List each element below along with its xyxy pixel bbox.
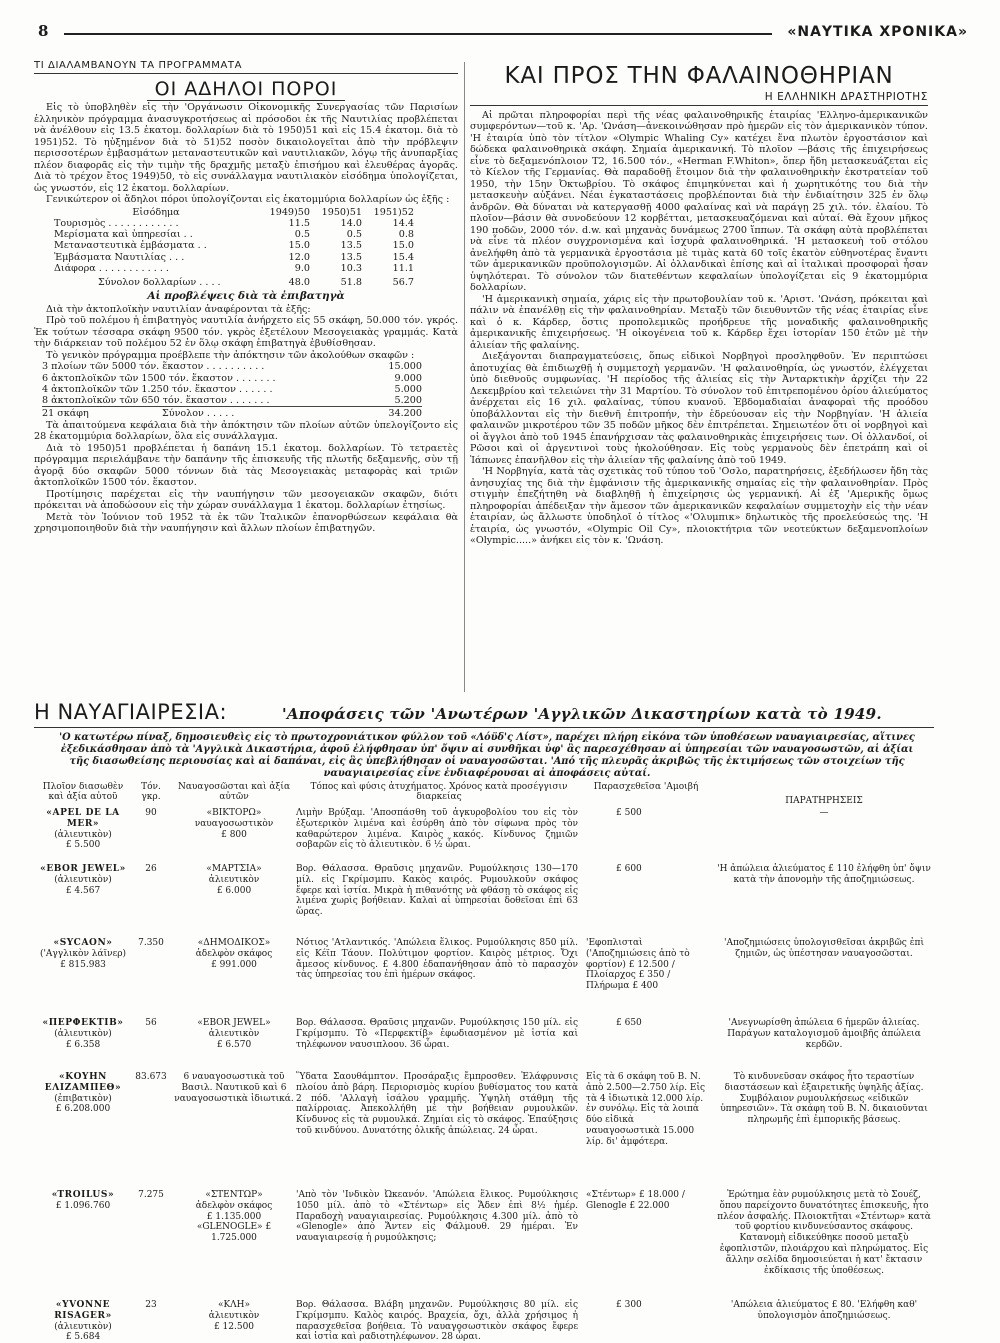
fleet-value: 5.000 [394, 383, 422, 395]
page-number: 8 [38, 22, 49, 40]
income-value: 11.5 [288, 217, 310, 229]
award-cell: £ 500 [616, 808, 642, 818]
article-paragraph: 'Η ἀμερικανικὴ σημαία, χάρις εἰς τὴν πρωτοβουλίαν τοῦ κ. 'Αριστ. 'Ωνάση, πρόκειται καὶ πάλιν νὰ ἐπανέλθῃ εἰς τὴν φαλαινοθηρίαν. Μεταξὺ τῶν διευθυντῶν τῆς νέας ἑταιρίας εἶνε καὶ ὁ κ. Κάρδερ, ὅστις προπολεμικῶς προήδρευε τῆς μοναδικῆς φαλαινοθηρικῆς ἀμερικανικῆς ἐπιχειρήσεως. 'Η οἰκογένεια τοῦ κ. Κάρδερ ἔχει ἱστορίαν 150 ἐτῶν μὲ τὴν ἁλιείαν τῆς φαλαίνης. [470, 293, 928, 351]
fleet-row [42, 384, 422, 395]
vessel-cell [34, 864, 132, 896]
place-cell: Λιμὴν Βρύξαμ. 'Αποσπάσθη τοῦ ἀγκυροβολίου του εἰς τὸν ἐξωτερικὸν λιμένα καὶ ἐσύρθη ἀπὸ τὸν σίφωνα πρὸς τὸν καθαρώτερον λιμένα. Καιρὸς κακός. Κίνδυνος ζημιῶν σοβαρῶν εἰς τὸ ἁλιευτικὸν. 6 ½ ὧραι. [296, 808, 578, 851]
article-paragraph: Τὸ γενικὸν πρόγραμμα προέβλεπε τὴν ἀπόκτησιν τῶν ἀκολούθων σκαφῶν : [46, 349, 415, 361]
article-paragraph: Πρὸ τοῦ πολέμου ἡ ἐπιβατηγὸς ναυτιλία ἀνήρχετο εἰς 55 σκάφη, 50.000 τόν. γκρός. Ἐκ τούτων τέσσαρα σκάφη 9500 τόν. γκρὸς ἐξετέλουν Μεσογειακὰς γραμμάς. Κατὰ τὴν διάρκειαν τοῦ πολέμου 52 ἐν ὅλῳ σκάφη ἐπιβατηγὰ ἐβυθίσθησαν. [34, 315, 458, 350]
income-value: 15.0 [288, 240, 310, 252]
award-cell: 'Εφοπλισταὶ ('Αποζημιώσεις ἀπὸ τὸ φορτίον) £ 12.500 / Πλοίαρχος £ 350 / Πλήρωμα £ 400 [586, 938, 690, 992]
salvor-value: £ 12.500 [213, 1321, 255, 1332]
article-paragraph: Διὰ τὸ 1950)51 προβλέπεται ἡ δαπάνη 15.1 ἑκατομ. δολλαρίων. Τὸ τετραετὲς πρόγραμμα περιελάμβανε τὴν δαπάνην τῆς ἐπισκευῆς τῆς πλωτῆς δεξαμενῆς, σὺν τῇ ἀγορᾷ δύο σκαφῶν 5000 τόννων διὰ τὰς Μεσογειακὰς μεταφορὰς καὶ τριῶν ἀκτοπλοϊκῶν 1500 τόν. ἕκαστον. [34, 442, 458, 489]
header-rule [64, 33, 772, 35]
article-headline: ΚΑΙ ΠΡΟΣ ΤΗΝ ΦΑΛΑΙΝΟΘΗΡΙΑΝ [504, 63, 894, 89]
salvor-cell [174, 1072, 294, 1104]
fleet-value: 15.000 [388, 361, 422, 373]
vessel-type: (ἁλιευτικὸν) [54, 829, 112, 840]
salvor-cell [174, 808, 294, 840]
income-total-label: Σύνολον δολλαρίων . . . . [98, 277, 221, 289]
vessel-cell [34, 1300, 132, 1343]
salvor-cell [174, 864, 294, 896]
vessel-name: «SYCAON» [53, 938, 113, 948]
vessel-type: ('Αγγλικὸν λάϊνερ) [39, 948, 127, 959]
place-cell: Ὕδατα Σαουθάμπτον. Προσάραξις ἔμπροσθεν. Ἐλάφρυνσις πλοίου ἀπὸ βάρη. Περιορισμὸς κυρίου βυθίσματος του κατὰ 2 πόδ. 'Αλλαγὴ ἰσάλου γραμμῆς. Ὑψηλὴ στάθμη τῆς παλίρροιας. Ἀπεκολλήθη μὲ τὴν βοήθειαν ρυμουλκῶν. Κίνδυνος εἰς τὰ ρυμουλκά. Ζημίαι εἰς τὸ σκάφος. Ἐπαύξησις τοῦ κινδύνου. Δυνατότης ὁλικῆς ἀπώλειας. 24 ὧραι. [296, 1072, 578, 1136]
header-tons: Τόν. γκρ. [141, 782, 161, 803]
vessel-value: £ 6.208.000 [55, 1104, 111, 1115]
tons-cell: 26 [145, 864, 157, 874]
salvor-cell [174, 938, 294, 970]
vessel-value: £ 4.567 [65, 885, 101, 896]
salvor-type: ἀδελφὸν σκάφος [195, 948, 273, 959]
award-cell: «Στέντωρ» £ 18.000 / Glenogle £ 22.000 [586, 1190, 685, 1211]
notes-cell: 'Αποζημιώσεις ὑπολογισθεῖσαι ἀκριβῶς ἐπὶ ζημιῶν, ὡς ὑπέστησαν ναυαγοσῶσται. [724, 938, 924, 959]
income-header-label: Εἰσόδημα [132, 206, 180, 218]
salvor-value: £ 991.000 [211, 959, 257, 970]
salvor-name: «ΔΗΜΟΔΙΚΟΣ» [197, 938, 271, 948]
income-value: 13.5 [340, 251, 362, 263]
income-value: 11.1 [392, 263, 414, 275]
salvage-intro: 'Ο κατωτέρω πίναξ, δημοσιευθεὶς εἰς τὸ πρωτοχρονιάτικον φύλλον τοῦ «Λόϋδ'ς Λίστ», παρέχει πλήρη εἰκόνα τῶν ὑποθέσεων ναυαγιαιρεσίας, αἵτινες ἐξεδικάσθησαν ἀπὸ τὰ 'Αγγλικὰ Δικαστήρια, ἀφοῦ ἐλήφθησαν ὑπ' ὄψιν αἱ συνθῆκαι ὑφ' ἃς παρεσχέθησαν αἱ ὑπηρεσίαι τῶν ναυαγοσωστῶν, αἱ ἀξίαι τῆς διασωθείσης περιουσίας καὶ αἱ δαπάναι, εἰς ἃς ὑπεβλήθησαν οἱ ναυαγοσῶσται. 'Από τῆς πλευρᾶς ἀκριβῶς τῆς ἐκτιμήσεως τῶν στοιχείων τῆς ναυαγιαιρεσίας εἶνε ἐνδιαφέρουσαι αἱ ἀποφάσεις αὐταί. [59, 732, 915, 779]
vessel-value: £ 5.684 [65, 1332, 101, 1343]
vessel-value: £ 815.983 [60, 959, 106, 970]
article-headline [34, 78, 458, 100]
salvor-name: «ΜΑΡΤΣΙΑ» [206, 864, 262, 874]
article-paragraph: Εἰς τὸ ὑποβληθὲν εἰς τὴν 'Οργάνωσιν Οἰκονομικῆς Συνεργασίας τῶν Παρισίων ἑλληνικὸν πρόγραμμα ἀνασυγκροτήσεως αἱ πρόσοδοι ἐκ τῆς Ναυτιλίας προβλέπεται νὰ ἀνέλθουν εἰς 13.5 ἑκατομ. δολλαρίων διὰ τὸ 1950)51 καὶ εἰς 15.4 ἑκατομ. διὰ τὸ 1951)52. Τὸ ηὐξημένον διὰ τὸ 51)52 ποσὸν δικαιολογεῖται ἀπὸ τὴν πρόβλεψιν περισσοτέρων ἐμβασμάτων μεταναστευτικῶν καὶ ναυτιλιακῶν, λόγῳ τῆς ἀνυπαρξίας πλέον διαφορᾶς εἰς τὴν τιμὴν τῆς δραχμῆς μεταξὺ ἐπισήμου καὶ ἐλευθέρας ἀγορᾶς. Διὰ τὸ τρέχον ἔτος 1949)50, τὸ εἰς συνάλλαγμα ναυτιλιακὸν εἰσόδημα ὑπολογίζεται, ὡς γνωστόν, εἰς 12 ἑκατομ. δολλαρίων. [34, 102, 458, 194]
salvage-title: Η ΝΑΥΑΓΙΑΙΡΕΣΙΑ: [34, 700, 228, 724]
header-vessel: Πλοῖον διασωθὲν καὶ ἀξία αὐτοῦ [42, 782, 124, 803]
article-paragraph: Μετὰ τὸν Ἰούνιον τοῦ 1952 τὰ ἐκ τῶν Ἰταλικῶν ἐπανορθώσεων κεφάλαια θὰ χρησιμοποιηθοῦν διὰ τὴν ναυπήγησιν καὶ ἄλλων πλοίων ἐπιβατηγῶν. [34, 511, 458, 535]
vessel-name: «ΚΟΥΗΝ ΕΛΙΖΑΜΠΕΘ» [44, 1072, 122, 1093]
place-cell: Βορ. Θάλασσα. Θραῦσις μηχανῶν. Ρυμούλκησις 150 μίλ. εἰς Γκρίμσμπυ. Τὸ «Περφεκτίβ» ἐφωδιασμένον μὲ ἱστία καὶ τηλέφωνον ναυσιπλοου. 36 ὧραι. [296, 1018, 578, 1050]
tons-cell: 23 [145, 1300, 157, 1310]
vessel-type: (ἐπιβατικὸν) [54, 1093, 112, 1104]
income-year: 1951)52 [373, 206, 414, 218]
header-place: Τόπος καὶ φύσις ἀτυχήματος. Χρόνος κατὰ προσέγγισιν διαρκείας [310, 782, 568, 803]
salvage-subtitle: 'Αποφάσεις τῶν 'Ανωτέρων 'Αγγλικῶν Δικαστηρίων κατὰ τὸ 1949. [282, 705, 882, 723]
header-salvor: Ναυαγοσῶσται καὶ ἀξία αὐτῶν [177, 782, 291, 803]
tons-cell: 83.673 [135, 1072, 167, 1082]
fleet-value: 5.200 [394, 395, 422, 407]
vessel-type: (ἁλιευτικὸν) [54, 874, 112, 885]
tons-cell: 56 [145, 1018, 157, 1028]
notes-cell: 'Απώλεια ἁλιεύματος £ 80. 'Ελήφθη καθ' ὑπολογισμὸν ἀποζημιώσεως. [730, 1300, 918, 1321]
salvor-cell [174, 1190, 294, 1244]
notes-cell: Τὸ κινδυνεῦσαν σκάφος ἦτο τεραστίων διαστάσεων καὶ ἐξαιρετικῆς ὑψηλῆς ἀξίας. Συμβόλαιον ρυμουλκήσεως «εἰδικῶν ὑπηρεσιῶν». Τὰ σκάφη τοῦ Β. Ν. δικαιοῦνται πληρωμῆς ἐπὶ ἐμπορικῆς βάσεως. [720, 1072, 928, 1126]
fleet-sum-label [42, 407, 352, 420]
notes-cell: 'Η ἀπώλεια ἁλιεύματος £ 110 ἐλήφθη ὑπ' ὄψιν κατὰ τὴν ἀπονομὴν τῆς ἀποζημιώσεως. [717, 864, 931, 885]
vessel-type: (ἁλιευτικὸν) [54, 1321, 112, 1332]
notes-cell: Ἐρώτημα ἐὰν ρυμούλκησις μετὰ τὸ Σουέζ, ὅπου παρείχοντο δυνατότητες ἐπισκευῆς, ἦτο πλέον ἀσφαλής. Πλοιοκτῆται «Στέντωρ» κατὰ τοῦ φορτίου κινδυνεύσαντος σκάφους. Κατανομὴ εἰδικεύθηκε ποσοῦ μεταξὺ ἐφοπλιστῶν, πλοιάρχου καὶ πληρώματος. Εἰς ἄλλην σελίδα δημοσιεύεται ἡ κατ' ἔκτασιν ἐκδίκασις τῆς ὑποθέσεως. [717, 1190, 931, 1276]
salvor-value: £ 6.570 [216, 1039, 252, 1050]
column-divider [464, 62, 465, 692]
vessel-value: £ 5.500 [65, 840, 101, 851]
salvor-name: «ΚΛΗ» [217, 1300, 251, 1310]
article-paragraph: Γενικώτερον οἱ ἄδηλοι πόροι ὑπολογίζονται εἰς ἑκατομμύρια δολλαρίων ὡς ἑξῆς : [46, 194, 450, 205]
award-cell: £ 300 [616, 1300, 642, 1310]
salvor-type: ἁλιευτικὸν [208, 1028, 260, 1039]
income-row-label: Μεταναστευτικὰ ἐμβάσματα . . [54, 240, 207, 252]
income-row [54, 229, 414, 240]
income-row-label: Τουρισμὸς . . . . . . . . . . . . [54, 217, 179, 229]
article-whaling [470, 60, 928, 700]
income-total: 48.0 [288, 277, 310, 289]
vessel-name: «YVONNE RISAGER» [54, 1300, 112, 1321]
income-row [54, 240, 414, 251]
publication-title: «ΝΑΥΤΙΚΑ ΧΡΟΝΙΚΑ» [787, 24, 968, 40]
salvor-type: ναυαγοσωστικὸν [194, 818, 274, 829]
tons-cell: 90 [145, 808, 157, 818]
fleet-value: 9.000 [394, 372, 422, 384]
headline-text: ΟΙ ΑΔΗΛΟΙ ΠΟΡΟΙ [147, 78, 346, 101]
income-value: 15.0 [392, 240, 414, 252]
article-paragraph: Αἱ πρῶται πληροφορίαι περὶ τῆς νέας φαλαινοθηρικῆς ἑταιρίας 'Ελληνο-ἀμερικανικῶν συμφερόντων—τοῦ κ. 'Αρ. 'Ωνάση—ἀνεκοινώθησαν πρὸ ἡμερῶν εἰς τὸν ἀμερικανικὸν τύπον. 'Η ἑταιρία ὑπὸ τὸν τίτλον «Olympic Whaling Cy» κατέχει ἕνα πλωτὸν ἐργοστάσιον καὶ δώδεκα φαλαινοθηρικὰ σκάφη. Σημαία ἀμερικανική. Τὸ πλοῖον —βάσις τῆς ἐπιχειρήσεως εἶνε τὸ δεξαμενόπλοιον Τ2, 16.500 τόν., «Herman F.Whiton», ὅπερ ἤδη μετασκευάζεται εἰς τὸ Κίελον τῆς Γερμανίας. Θὰ παραδοθῇ ἕτοιμον διὰ τὴν φαλαινοθηρικὴν ἐκστρατείαν τοῦ 1950, τὴν 15ην Ὀκτωβρίου. Τὸ σκάφος ἐπιμηκύνεται καὶ ἡ χωρητικότης του διὰ τὴν μετασκευὴν αὐξάνει. Νέαι ἐγκαταστάσεις προβλέπονται διὰ τὴν ἐνδιαίτησιν 325 ἐν ὅλῳ ἀνδρῶν. Θὰ δύναται νὰ κατεργασθῇ 4000 φαλαίνας καὶ νὰ παράγῃ 25 χιλ. τόν. ἐλαίου. Τὸ πλοῖον—βάσιν θὰ συνοδεύουν 12 κορβέτται, μετασκευαζόμεναι καὶ αὐταί. Θὰ ἔχουν μῆκος 190 ποδῶν, 2000 τόν. d.w. καὶ μηχανὰς δυνάμεως 2700 ἵππων. Τὰ σκάφη αὐτὰ προβλέπεται νὰ εἶνε τὰ πλέον συγχρονισμένα καὶ ἰσχυρὰ φαλαινοθηρικά. 'Η μετασκευὴ τοῦ στόλου ἀνελήφθη ἀπὸ τὰ γερμανικὰ ἐργοστάσια μὲ τιμὰς κατὰ 60 τοῖς ἑκατὸν εὐθηνοτέρας ἔναντι τῶν ἀμερικανικῶν προϋπολογισμῶν. Αἱ ὀλλανδικαὶ ἐπίσης καὶ αἱ ἰταλικαὶ προσφοραὶ ἦσαν ὑψηλότεραι. Τὸ σύνολον τῶν διατεθέντων κεφαλαίων ὑπολογίζεται εἰς 9 ἑκατομμύρια δολλαρίων. [470, 109, 928, 294]
article-paragraph: 'Η Νορβηγία, κατὰ τὰς σχετικὰς τοῦ τύπου τοῦ 'Οσλο, παρατηρήσεις, ἐξεδήλωσεν ἤδη τὰς ἀνησυχίας της διὰ τὴν ἐμφάνισιν τῆς ἀμερικανικῆς σημαίας εἰς τὴν φαλαινοθηρίαν. Πρὸς στιγμὴν ἐπεζήτηθη νὰ διαβληθῇ ἡ ἐπιχείρησις ὡς γερμανική. Αἱ ἐξ 'Αμερικῆς ὅμως πληροφορίαι ἀπέδειξαν τὴν ἄμεσον τῶν ἀμερικανικῶν κεφαλαίων συμμετοχὴν εἰς τὴν νέαν ἑταιρίαν, ὡς ἄλλωστε ὑποδηλοῖ ὁ τίτλος «'Ολυμπικ» δηλωτικὸς τῆς προελεύσεώς της. 'Η ἑταιρία, ὡς γνωστόν, «Olympic Oil Cy», πλοιοκτήτρια τῶν νεοτεύκτων δεξαμενοπλοίων «Olympic.....» ἀνήκει εἰς τὸν κ. 'Ωνάση. [470, 466, 928, 547]
fleet-label: 6 ἀκτοπλοϊκῶν τῶν 1500 τόν. ἕκαστον . . . . . . . [42, 372, 276, 384]
income-row-label: Διάφορα . . . . . . . . . . . . [54, 263, 169, 275]
header-notes: ΠΑΡΑΤΗΡΗΣΕΙΣ [785, 796, 863, 806]
income-value: 10.3 [340, 263, 362, 275]
vessel-cell [34, 808, 132, 851]
award-cell: £ 650 [616, 1018, 642, 1028]
salvor-type: ἁλιευτικὸν [208, 1310, 260, 1321]
vessel-value: £ 1.096.760 [55, 1200, 111, 1211]
salvor-value: £ 6.000 [216, 885, 252, 896]
fleet-label: 3 πλοίων τῶν 5000 τόν. ἕκαστον . . . . . . . . . . [42, 361, 265, 373]
income-row [54, 263, 414, 274]
section-title: Αἱ προβλέψεις διὰ τὰ ἐπιβατηγὰ [147, 289, 345, 302]
salvor-name: «ΒΙΚΤΟΡΩ» [206, 808, 262, 818]
article-paragraph: Διὰ τὴν ἀκτοπλοϊκὴν ναυτιλίαν ἀναφέρονται τὰ ἑξῆς: [46, 303, 311, 315]
income-year: 1949)50 [269, 206, 310, 218]
income-value: 9.0 [294, 263, 310, 275]
salvor-value: £ 1.135.000 «GLENOGLE» £ 1.725.000 [196, 1211, 272, 1244]
income-row-label: Ἐμβάσματα Ναυτιλίας . . . [54, 251, 185, 263]
income-value: 13.5 [340, 240, 362, 252]
income-row-label: Μερίσματα καὶ ὑπηρεσίαι . . [54, 229, 193, 241]
income-value: 0.5 [346, 229, 362, 241]
article-kicker: ΤΙ ΔΙΑΛΑΜΒΑΝΟΥΝ ΤΑ ΠΡΟΓΡΑΜΜΑΤΑ [34, 60, 458, 74]
fleet-label: 8 ἀκτοπλοϊκῶν τῶν 650 τόν. ἕκαστον . . . . . . . [42, 395, 270, 407]
place-cell: Βορ. Θάλασσα. Θραῦσις μηχανῶν. Ρυμούλκησις 130—170 μίλ. εἰς Γκρίμσμπυ. Κακὸς καιρός. Ρυμουλκοῦν σκάφος ἔφερε καὶ ἱστία. Μικρὰ ἡ πιθανότης νὰ φθάσῃ τὸ σκάφος εἰς λιμένα χωρὶς βοήθειαν. Καλαὶ αἱ ὑπηρεσίαι δοθεῖσαι ἐπὶ 63 ὥρας. [296, 864, 578, 918]
fleet-sum-text: Σύνολον . . . . . [161, 408, 235, 420]
fleet-row [42, 373, 422, 384]
salvor-name: 6 ναυαγοσωστικὰ τοῦ Βασιλ. Ναυτικοῦ καὶ 6 ναυαγοσωστικὰ ἰδιωτικά. [174, 1072, 294, 1104]
income-value: 15.4 [392, 251, 414, 263]
running-head [38, 22, 968, 46]
article-paragraph: Προτίμησις παρέχεται εἰς τὴν ναυπήγησιν τῶν μεσογειακῶν σκαφῶν, διότι πρόκειται νὰ ἀποδώσουν εἰς τὴν χώραν συνάλλαγμα 1 ἑκατομ. δολλαρίων ἐτησίως. [34, 488, 458, 512]
income-value: 0.8 [398, 229, 414, 241]
vessel-cell [34, 1018, 132, 1050]
salvor-value: £ 800 [221, 829, 247, 840]
fleet-sum: 34.200 [352, 407, 422, 420]
salvage-header [34, 700, 934, 728]
income-table [54, 207, 414, 289]
vessel-value: £ 6.358 [65, 1039, 101, 1050]
vessel-name: «ΠΕΡΦΕΚΤΙΒ» [42, 1018, 124, 1028]
fleet-row [42, 361, 422, 372]
income-year: 1950)51 [321, 206, 362, 218]
salvor-type: ἁλιευτικὸν [208, 874, 260, 885]
salvor-name: «ΣΤΕΝΤΩΡ» [205, 1190, 263, 1200]
notes-cell: 'Ανεγνωρίσθη ἀπώλεια 6 ἡμερῶν ἁλιείας. Παράγων καταλογισμοῦ ἀμοιβῆς ἀπώλεια κερδῶν. [727, 1018, 921, 1050]
salvor-name: «ΕΒΟR JEWEL» [197, 1018, 271, 1028]
income-total: 51.8 [340, 277, 362, 289]
fleet-label: 4 ἀκτοπλοϊκῶν τῶν 1.250 τόν. ἕκαστον . . . . . . [42, 383, 273, 395]
salvor-type: ἀδελφὸν σκάφος [195, 1200, 273, 1211]
fleet-table [42, 361, 422, 420]
article-subheadline: Η ΕΛΛΗΝΙΚΗ ΔΡΑΣΤΗΡΙΟΤΗΣ [470, 91, 928, 106]
place-cell: 'Απὸ τὸν 'Ινδικὸν Ὠκεανόν. 'Απώλεια ἕλικος. Ρυμούλκησις 1050 μίλ. ἀπὸ τὸ «Στέντωρ» εἰς Ἄδεν ἐπὶ 8½ ἡμέρ. Παραδοχὴ ναυαγιαιρεσίας. Ρυμούλκησις 4.300 μίλ. ἀπὸ τὸ «Glenogle» ἀπὸ Ἄντεν εἰς Φάλμουθ. 29 ἡμέραι. Ἐν ναυαγιαιρεσίᾳ ἡ ρυμούλκησις; [296, 1190, 578, 1244]
income-row [54, 252, 414, 263]
article-paragraph: Τὰ ἀπαιτούμενα κεφάλαια διὰ τὴν ἀπόκτησιν τῶν πλοίων αὐτῶν ὑπελογίζοντο εἰς 28 ἑκατομμύρια δολλαρίων, ὅλα εἰς συνάλλαγμα. [34, 419, 458, 443]
vessel-cell [34, 1072, 132, 1115]
place-cell: Βορ. Θάλασσα. Βλάβη μηχανῶν. Ρυμούλκησις 80 μίλ. εἰς Γκρίμσμπυ. Καλὸς καιρός. Βραχεία, ὄχι, ἀλλὰ χρήσιμος ἡ παρασχεθεῖσα βοήθεια. Τὸ ναυαγοσωστικὸν σκάφος ἔφερε καὶ ἱστία καὶ ραδιοτηλέφωνον. 28 ὧραι. [296, 1300, 578, 1343]
income-table-header [54, 207, 414, 218]
salvor-cell [174, 1300, 294, 1332]
vessel-cell [34, 938, 132, 970]
award-cell: £ 600 [616, 864, 642, 874]
income-total: 56.7 [392, 277, 414, 289]
vessel-type: (ἁλιευτικὸν) [54, 1028, 112, 1039]
fleet-sum-row [42, 407, 422, 420]
salvor-cell [174, 1018, 294, 1050]
income-value: 14.0 [340, 217, 362, 229]
vessel-cell [34, 1190, 132, 1212]
award-cell: Εἰς τὰ 6 σκάφη τοῦ Β. Ν. ἀπὸ 2.500—2.750 λίρ. Εἰς τὰ 4 ἰδιωτικὰ 12.000 λίρ. ἐν συνόλῳ. Εἰς τὰ λοιπὰ δύο εἰδικὰ ναυαγοσωστικὰ 15.000 λίρ. δι' ἀμφότερα. [586, 1072, 706, 1147]
income-value: 0.5 [294, 229, 310, 241]
header-award: Παρασχεθεῖσα 'Αμοιβή [593, 782, 699, 792]
vessel-name: «TROILUS» [51, 1190, 115, 1200]
tons-cell: 7.350 [138, 938, 164, 948]
income-total-row [54, 274, 414, 288]
article-paragraph: Διεξάγονται διαπραγματεύσεις, ὅπως εἰδικοὶ Νορβηγοὶ προσληφθοῦν. Ἐν περιπτώσει ἀποτυχίας θὰ ἐπιδιωχθῇ ἡ συμμετοχὴ γερμανῶν. 'Η φαλαινοθηρία, ὡς γνωστόν, ἐλέγχεται ὑπὸ διεθνοῦς συμφωνίας. 'Η περίοδος τῆς ἁλιείας εἰς τὴν Ἀνταρκτικὴν ἀρχίζει τὴν 22 Δεκεμβρίου καὶ τελειώνει τὴν 31 Μαρτίου. Τὸ σύνολον τοῦ ἐπιτρεπομένου ὁρίου ἁλιεύματος ἀνέρχεται εἰς 16 χιλ. φαλαίνας, τύπου κυανοῦ. Ἑβδομαδιαίαι ἀναφοραὶ τῆς προόδου ὑποβάλλονται εἰς τὴν διεθνῆ ἐπιτροπήν, τὴν ἑδρεύουσαν εἰς τὴν Νορβηγίαν. 'Η ἁλιεία φαλαινῶν μικροτέρου τῶν 35 ποδῶν μῆκος δὲν ἐπιτρέπεται. Σημειωτέον ὅτι οἱ νορβηγοὶ καὶ οἱ ἄγγλοι ἀπὸ τοῦ 1945 ἐπανήρχισαν τὰς φαλαινοθηρικὰς ἐπιχειρήσεις των. Οἱ ὀλλανδοί, οἱ Ρῶσοι καὶ οἱ ἀργεντινοὶ τοὺς ἠκολούθησαν. Εἰς τοὺς γερμανοὺς δὲν ἐπετράπη καὶ οἱ Ἰάπωνες ἐπανῆλθον εἰς τὴν ἁλιείαν τῆς φαλαίνης ἀπὸ τοῦ 1949. [470, 351, 928, 466]
tons-cell: 7.275 [138, 1190, 164, 1200]
place-cell: Νότιος 'Ατλαντικός. 'Απώλεια ἕλικος. Ρυμούλκησις 850 μίλ. εἰς Κέϊπ Τάουν. Πολύτιμον φορτίον. Καιρὸς μέτριος. Ὄχι ἄμεσος κίνδυνος. £ 4.800 ἐδαπανήθησαν ἀπὸ τὸ παρασχὸν τὰς ὑπηρεσίας του ἐπὶ ἡμέρων σκάφος. [296, 938, 578, 981]
income-value: 12.0 [288, 251, 310, 263]
vessel-name: «APEL DE LA MER» [46, 808, 120, 829]
vessel-name: «ΕΒΟR JEWEL» [40, 864, 126, 874]
notes-cell: — [819, 808, 829, 818]
income-row [54, 218, 414, 229]
article-unseen-income [34, 60, 458, 700]
income-value: 14.4 [392, 217, 414, 229]
fleet-sum-left: 21 σκάφη [42, 408, 89, 420]
fleet-row [42, 395, 422, 407]
